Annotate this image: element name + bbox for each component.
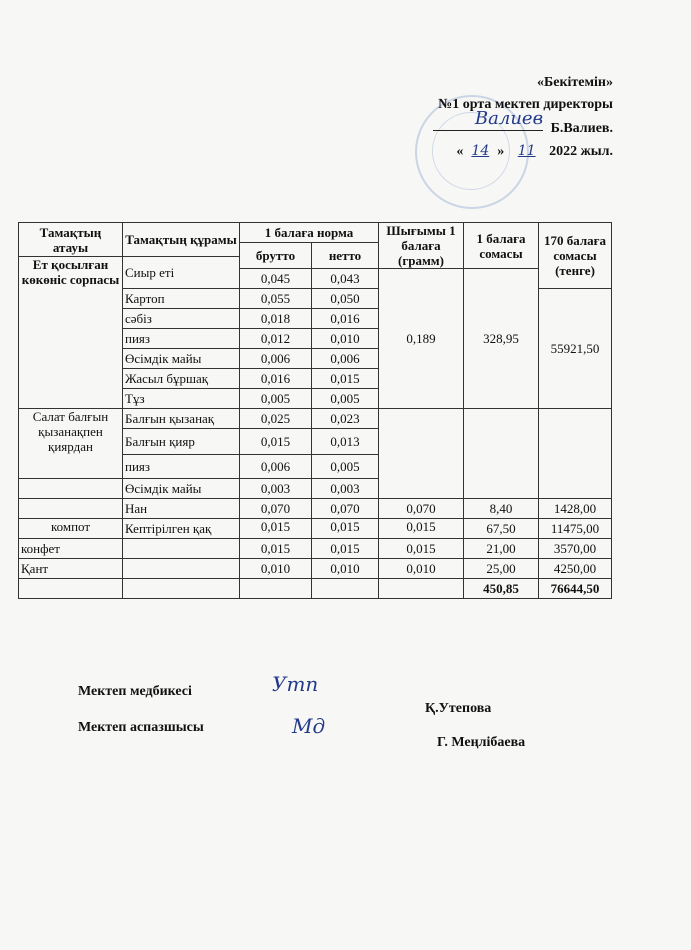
totals-empty-4 xyxy=(312,579,379,599)
bread-per-child: 8,40 xyxy=(464,499,539,519)
bread-ingredient: Нан xyxy=(123,499,240,519)
soup-gross-0: 0,045 xyxy=(240,269,312,289)
candy-total: 3570,00 xyxy=(539,539,612,559)
soup-per-child: 328,95 xyxy=(464,269,539,409)
soup-net-0: 0,043 xyxy=(312,269,379,289)
approval-position: №1 орта мектеп директоры xyxy=(438,97,613,112)
soup-ingredient-4: Өсімдік майы xyxy=(123,349,240,369)
date-day: 14 xyxy=(471,143,490,159)
totals-per-child: 450,85 xyxy=(464,579,539,599)
sugar-net: 0,010 xyxy=(312,559,379,579)
sugar-per-child: 25,00 xyxy=(464,559,539,579)
salad-gross-3: 0,003 xyxy=(240,479,312,499)
compote-ingredient: Кептірілген қақ xyxy=(123,519,240,539)
compote-yield: 0,015 xyxy=(379,519,464,539)
salad-yield-empty xyxy=(379,409,464,499)
approval-signature-line xyxy=(433,108,613,140)
soup-gross-5: 0,016 xyxy=(240,369,312,389)
compote-net: 0,015 xyxy=(312,519,379,539)
soup-net-1: 0,050 xyxy=(312,289,379,309)
cook-name: Г. Меңлібаева xyxy=(437,735,526,750)
candy-yield: 0,015 xyxy=(379,539,464,559)
salad-net-2: 0,005 xyxy=(312,455,379,479)
bread-name-empty xyxy=(19,499,123,519)
salad-per-child-empty xyxy=(464,409,539,499)
header-net: нетто xyxy=(312,243,379,269)
header-gross: брутто xyxy=(240,243,312,269)
sugar-name: Қант xyxy=(19,559,123,579)
header-total: 170 балаға сомасы (тенге) xyxy=(539,223,612,289)
director-signature xyxy=(433,108,544,131)
soup-net-2: 0,016 xyxy=(312,309,379,329)
soup-ingredient-3: пияз xyxy=(123,329,240,349)
header-row-1 xyxy=(19,223,612,243)
sugar-row xyxy=(19,559,612,579)
candy-gross: 0,015 xyxy=(240,539,312,559)
soup-net-3: 0,010 xyxy=(312,329,379,349)
approval-date xyxy=(433,140,613,163)
date-year: 2022 жыл. xyxy=(549,144,613,159)
salad-net-1: 0,013 xyxy=(312,429,379,455)
director-name: Б.Валиев. xyxy=(550,121,613,136)
salad-gross-1: 0,015 xyxy=(240,429,312,455)
date-quote-close: » xyxy=(497,144,505,159)
salad-ingredient-1: Балғын қияр xyxy=(123,429,240,455)
soup-ingredient-5: Жасыл бұршақ xyxy=(123,369,240,389)
salad-ingredient-0: Балғын қызанақ xyxy=(123,409,240,429)
approval-title: «Бекітемін» xyxy=(536,75,613,90)
salad-name: Салат балғын қызанақпен қиярдан xyxy=(19,409,123,479)
totals-empty-5 xyxy=(379,579,464,599)
compote-name: компот xyxy=(19,519,123,539)
salad-ingredient-2: пияз xyxy=(123,455,240,479)
salad-ingredient-3: Өсімдік майы xyxy=(123,479,240,499)
salad-gross-2: 0,006 xyxy=(240,455,312,479)
candy-row xyxy=(19,539,612,559)
menu-table xyxy=(18,222,612,599)
header-yield: Шығымы 1 балаға (грамм) xyxy=(379,223,464,269)
compote-per-child: 67,50 xyxy=(464,519,539,539)
totals-total: 76644,50 xyxy=(539,579,612,599)
salad-total-empty xyxy=(539,409,612,499)
bread-net: 0,070 xyxy=(312,499,379,519)
totals-row xyxy=(19,579,612,599)
candy-name: конфет xyxy=(19,539,123,559)
soup-gross-1: 0,055 xyxy=(240,289,312,309)
soup-net-5: 0,015 xyxy=(312,369,379,389)
soup-gross-3: 0,012 xyxy=(240,329,312,349)
salad-gross-0: 0,025 xyxy=(240,409,312,429)
salad-row-0 xyxy=(19,409,612,429)
sugar-yield: 0,010 xyxy=(379,559,464,579)
nurse-signature: Утп xyxy=(272,672,319,696)
sugar-gross: 0,010 xyxy=(240,559,312,579)
compote-row xyxy=(19,519,612,539)
soup-net-4: 0,006 xyxy=(312,349,379,369)
totals-empty-3 xyxy=(240,579,312,599)
soup-ingredient-0: Сиыр еті xyxy=(123,257,240,289)
soup-name: Ет қосылған көкөніс сорпасы xyxy=(19,257,123,409)
compote-gross: 0,015 xyxy=(240,519,312,539)
bread-yield: 0,070 xyxy=(379,499,464,519)
soup-ingredient-2: сәбіз xyxy=(123,309,240,329)
candy-net: 0,015 xyxy=(312,539,379,559)
cook-signature: Мд xyxy=(292,714,326,738)
candy-per-child: 21,00 xyxy=(464,539,539,559)
soup-ingredient-6: Тұз xyxy=(123,389,240,409)
bread-gross: 0,070 xyxy=(240,499,312,519)
soup-ingredient-1: Картоп xyxy=(123,289,240,309)
bread-total: 1428,00 xyxy=(539,499,612,519)
soup-net-6: 0,005 xyxy=(312,389,379,409)
date-quote-open: « xyxy=(456,144,464,159)
salad-net-0: 0,023 xyxy=(312,409,379,429)
approval-block xyxy=(433,72,613,163)
soup-gross-4: 0,006 xyxy=(240,349,312,369)
header-ingredients: Тамақтың құрамы xyxy=(123,223,240,257)
salad-net-3: 0,003 xyxy=(312,479,379,499)
date-month: 11 xyxy=(517,143,536,159)
soup-yield: 0,189 xyxy=(379,269,464,409)
soup-gross-6: 0,005 xyxy=(240,389,312,409)
totals-empty-1 xyxy=(19,579,123,599)
totals-empty-2 xyxy=(123,579,240,599)
candy-ingredient-empty xyxy=(123,539,240,559)
sugar-ingredient-empty xyxy=(123,559,240,579)
soup-gross-2: 0,018 xyxy=(240,309,312,329)
salad-name-empty xyxy=(19,479,123,499)
director-signature-text: Валиев xyxy=(474,108,544,129)
bread-row xyxy=(19,499,612,519)
header-per-child: 1 балаға сомасы xyxy=(464,223,539,269)
header-norm: 1 балаға норма xyxy=(240,223,379,243)
header-dish: Тамақтың атауы xyxy=(19,223,123,257)
cook-title: Мектеп аспазшысы xyxy=(78,720,204,735)
soup-total: 55921,50 xyxy=(539,289,612,409)
sugar-total: 4250,00 xyxy=(539,559,612,579)
nurse-title: Мектеп медбикесі xyxy=(78,684,192,699)
nurse-name: Қ.Утепова xyxy=(425,701,492,716)
compote-total: 11475,00 xyxy=(539,519,612,539)
